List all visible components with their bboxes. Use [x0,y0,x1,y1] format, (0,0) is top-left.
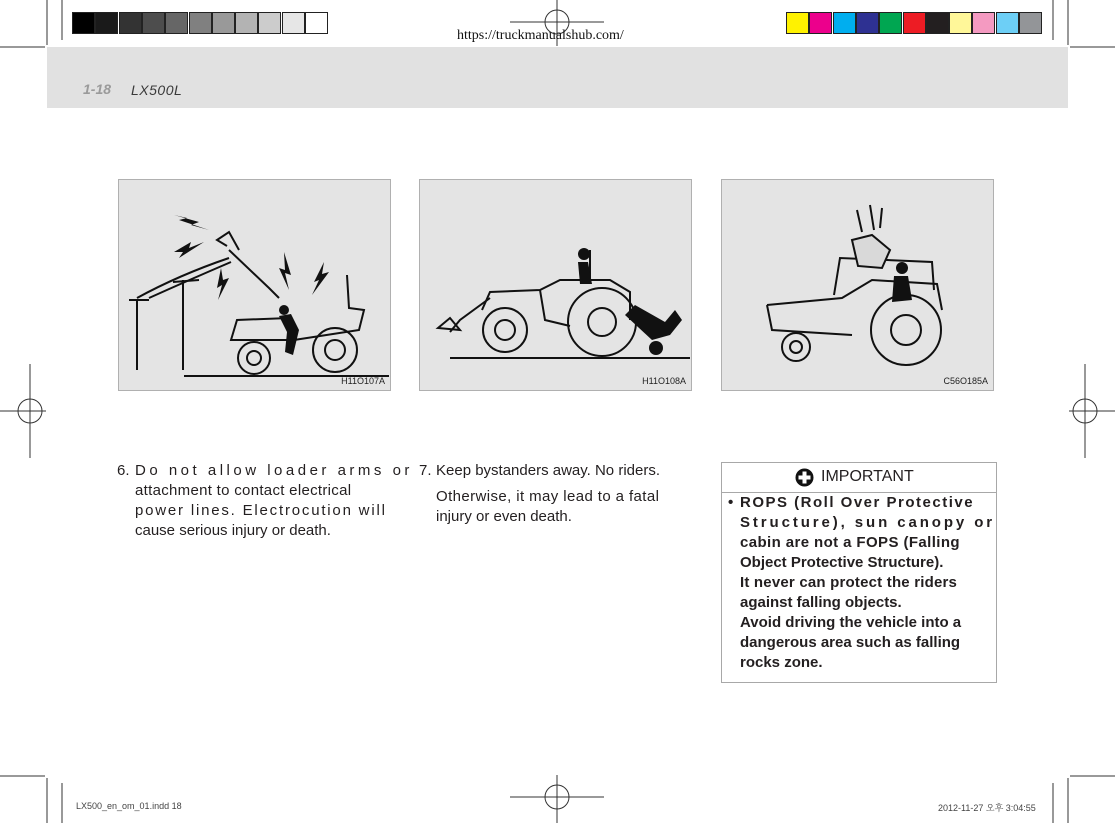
important-line: It never can protect the riders [740,574,958,591]
electrocution-warning-illustration [119,180,392,392]
important-line: ROPS (Roll Over Protective [740,494,975,511]
color-swatch [809,12,832,34]
color-swatch [949,12,972,34]
important-line: against falling objects. [740,594,902,611]
color-swatch [926,12,949,34]
step-number: 7. [419,462,432,479]
falling-objects-warning-illustration [722,180,995,392]
step-text-line: injury or even death. [436,508,572,525]
footer-timestamp: 2012-11-27 오후 3:04:55 [938,803,1036,813]
important-line: Structure), sun canopy or [740,514,996,531]
important-line: cabin are not a FOPS (Falling [740,534,960,551]
step-text-line: Otherwise, it may lead to a fatal [436,488,660,505]
figure-code: C56O185A [943,376,988,386]
gray-swatch [212,12,235,34]
color-swatch [786,12,809,34]
figure-bystander [419,179,692,391]
color-swatch [972,12,995,34]
color-swatch [1019,12,1042,34]
gray-swatch [235,12,258,34]
color-swatch [833,12,856,34]
gray-swatch [282,12,305,34]
step-6 [117,461,413,541]
header-band [47,47,1068,108]
figure-electrocution [118,179,391,391]
plus-circle-icon [795,468,814,487]
gray-swatch [189,12,212,34]
step-text-line: power lines. Electrocution will [135,502,387,519]
page-number: 1-18 [83,81,112,97]
important-line: Object Protective Structure). [740,554,944,571]
color-swatch [903,12,926,34]
gray-swatch [165,12,188,34]
important-notice [721,462,997,683]
important-line: Avoid driving the vehicle into a [740,614,962,631]
important-header [722,463,996,493]
bullet-point: • [728,494,734,511]
step-text-line: Do not allow loader arms or [135,462,413,479]
gray-swatch [72,12,95,34]
gray-swatch [142,12,165,34]
step-text-line: attachment to contact electrical [135,482,352,499]
gray-swatch [258,12,281,34]
source-url[interactable]: https://truckmanualshub.com/ [457,28,624,43]
step-text-line: Keep bystanders away. No riders. [436,462,660,479]
footer-file: LX500_en_om_01.indd 18 [76,801,182,811]
gray-swatch [119,12,142,34]
step-7 [419,461,694,527]
step-text-line: cause serious injury or death. [135,522,331,539]
color-swatch [879,12,902,34]
bystander-runover-warning-illustration [420,180,693,392]
color-swatch [856,12,879,34]
color-swatch [996,12,1019,34]
gray-swatch [95,12,118,34]
figure-code: H11O107A [341,376,385,386]
gray-swatch [305,12,328,34]
figure-falling-objects [721,179,994,391]
important-line: rocks zone. [740,654,823,671]
model-name: LX500L [131,82,183,98]
important-line: dangerous area such as falling [740,634,961,651]
figure-code: H11O108A [642,376,686,386]
step-number: 6. [117,462,130,479]
important-body [740,493,996,673]
important-title: IMPORTANT [821,468,914,485]
